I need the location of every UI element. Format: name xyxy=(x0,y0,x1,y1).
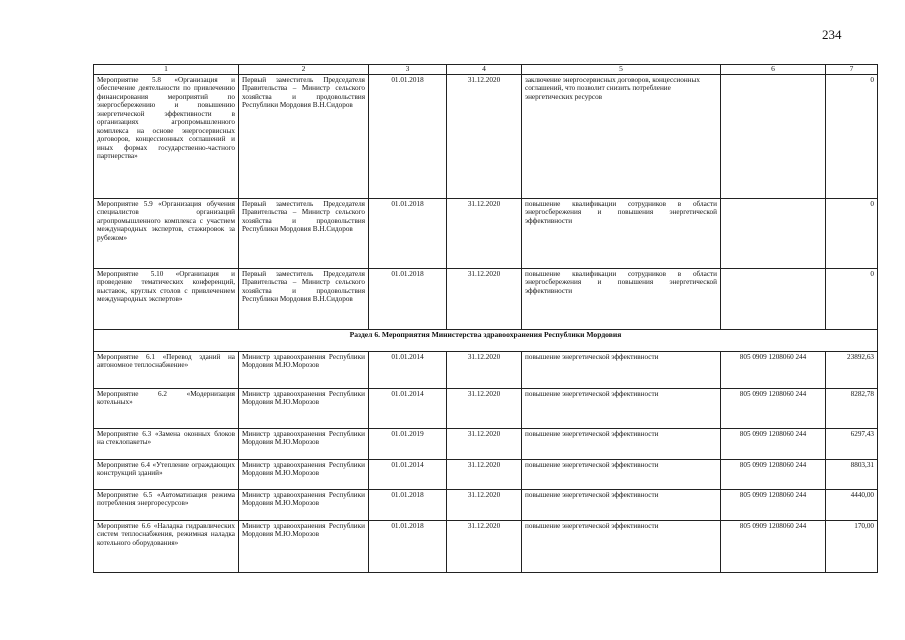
end-date: 31.12.2020 xyxy=(447,460,522,490)
responsible-person: Министр здравоохранения Республики Мордовия М.Ю.Морозов xyxy=(239,389,369,429)
responsible-person: Министр здравоохранения Республики Мордовия М.Ю.Морозов xyxy=(239,490,369,521)
start-date: 01.01.2014 xyxy=(369,460,447,490)
budget-code: 805 0909 1208060 244 xyxy=(721,490,826,521)
measure-name: Мероприятие 5.10 «Организация и проведение тематических конференций, выставок, круглых столов с привлечением международных экспертов» xyxy=(94,269,239,330)
responsible-person: Министр здравоохранения Республики Мордовия М.Ю.Морозов xyxy=(239,460,369,490)
section-header-row xyxy=(94,330,878,352)
measure-name: Мероприятие 6.6 «Наладка гидравлических систем теплоснабжения, режимная наладка котельного оборудования» xyxy=(94,521,239,573)
budget-code: 805 0909 1208060 244 xyxy=(721,460,826,490)
measure-name: Мероприятие 6.1 «Перевод зданий на автономное теплоснабжение» xyxy=(94,352,239,389)
end-date: 31.12.2020 xyxy=(447,75,522,199)
column-number: 5 xyxy=(522,65,721,75)
responsible-person: Министр здравоохранения Республики Мордовия М.Ю.Морозов xyxy=(239,429,369,460)
amount: 4440,00 xyxy=(826,490,878,521)
end-date: 31.12.2020 xyxy=(447,521,522,573)
end-date: 31.12.2020 xyxy=(447,199,522,269)
start-date: 01.01.2018 xyxy=(369,490,447,521)
responsible-person: Первый заместитель Председателя Правительства – Министр сельского хозяйства и продовольствия Республики Мордовия В.Н.Сидоров xyxy=(239,199,369,269)
budget-code: 805 0909 1208060 244 xyxy=(721,521,826,573)
table-row xyxy=(94,521,878,573)
amount: 8282,78 xyxy=(826,389,878,429)
measure-name: Мероприятие 6.5 «Автоматизация режима потребления энергоресурсов» xyxy=(94,490,239,521)
measure-name: Мероприятие 6.4 «Утепление ограждающих конструкций зданий» xyxy=(94,460,239,490)
column-number: 7 xyxy=(826,65,878,75)
start-date: 01.01.2014 xyxy=(369,352,447,389)
table-row xyxy=(94,269,878,330)
budget-code xyxy=(721,269,826,330)
measure-name: Мероприятие 5.8 «Организация и обеспечение деятельности по привлечению финансирования мероприятий по энергосбережению и повышению энергетической эффективности в организациях агропромышленного комплекса на основе энергосервисных договоров, концессионных соглашений и иных формах государственно-частного партнерства» xyxy=(94,75,239,199)
end-date: 31.12.2020 xyxy=(447,352,522,389)
end-date: 31.12.2020 xyxy=(447,490,522,521)
start-date: 01.01.2014 xyxy=(369,389,447,429)
column-numbers-row xyxy=(94,65,878,75)
measure-name: Мероприятие 6.2 «Модернизация котельных» xyxy=(94,389,239,429)
measure-name: Мероприятие 6.3 «Замена оконных блоков на стеклопакеты» xyxy=(94,429,239,460)
amount: 170,00 xyxy=(826,521,878,573)
column-number: 6 xyxy=(721,65,826,75)
budget-code xyxy=(721,75,826,199)
responsible-person: Первый заместитель Председателя Правительства – Министр сельского хозяйства и продовольствия Республики Мордовия В.Н.Сидоров xyxy=(239,75,369,199)
start-date: 01.01.2018 xyxy=(369,521,447,573)
budget-code xyxy=(721,199,826,269)
table-row xyxy=(94,429,878,460)
table-row xyxy=(94,75,878,199)
end-date: 31.12.2020 xyxy=(447,269,522,330)
budget-code: 805 0909 1208060 244 xyxy=(721,389,826,429)
amount: 8803,31 xyxy=(826,460,878,490)
expected-result: повышение квалификации сотрудников в области энергосбережения и повышения энергетической эффективности xyxy=(522,269,721,330)
amount: 6297,43 xyxy=(826,429,878,460)
amount: 0 xyxy=(826,75,878,199)
expected-result: повышение энергетической эффективности xyxy=(522,521,721,573)
expected-result: заключение энергосервисных договоров, концессионных соглашений, что позволит снизить потребление энергетических ресурсов xyxy=(522,75,721,199)
budget-code: 805 0909 1208060 244 xyxy=(721,429,826,460)
column-number: 4 xyxy=(447,65,522,75)
expected-result: повышение энергетической эффективности xyxy=(522,389,721,429)
amount: 23892,63 xyxy=(826,352,878,389)
end-date: 31.12.2020 xyxy=(447,429,522,460)
expected-result: повышение энергетической эффективности xyxy=(522,460,721,490)
section-title: Раздел 6. Мероприятия Министерства здравоохранения Республики Мордовия xyxy=(94,330,878,352)
expected-result: повышение энергетической эффективности xyxy=(522,490,721,521)
table-row xyxy=(94,352,878,389)
end-date: 31.12.2020 xyxy=(447,389,522,429)
measure-name: Мероприятие 5.9 «Организация обучения специалистов организаций агропромышленного комплекса с участием международных экспертов, стажировок за рубежом» xyxy=(94,199,239,269)
start-date: 01.01.2018 xyxy=(369,269,447,330)
responsible-person: Министр здравоохранения Республики Мордовия М.Ю.Морозов xyxy=(239,352,369,389)
expected-result: повышение квалификации сотрудников в области энергосбережения и повышения энергетической эффективности xyxy=(522,199,721,269)
start-date: 01.01.2018 xyxy=(369,199,447,269)
responsible-person: Министр здравоохранения Республики Мордовия М.Ю.Морозов xyxy=(239,521,369,573)
responsible-person: Первый заместитель Председателя Правительства – Министр сельского хозяйства и продовольствия Республики Мордовия В.Н.Сидоров xyxy=(239,269,369,330)
column-number: 2 xyxy=(239,65,369,75)
expected-result: повышение энергетической эффективности xyxy=(522,352,721,389)
measures-table xyxy=(93,64,878,573)
column-number: 1 xyxy=(94,65,239,75)
amount: 0 xyxy=(826,269,878,330)
table-row xyxy=(94,389,878,429)
budget-code: 805 0909 1208060 244 xyxy=(721,352,826,389)
table-row xyxy=(94,460,878,490)
table-row xyxy=(94,199,878,269)
amount: 0 xyxy=(826,199,878,269)
start-date: 01.01.2018 xyxy=(369,75,447,199)
page-number: 234 xyxy=(822,27,842,42)
start-date: 01.01.2019 xyxy=(369,429,447,460)
column-number: 3 xyxy=(369,65,447,75)
table-row xyxy=(94,490,878,521)
expected-result: повышение энергетической эффективности xyxy=(522,429,721,460)
